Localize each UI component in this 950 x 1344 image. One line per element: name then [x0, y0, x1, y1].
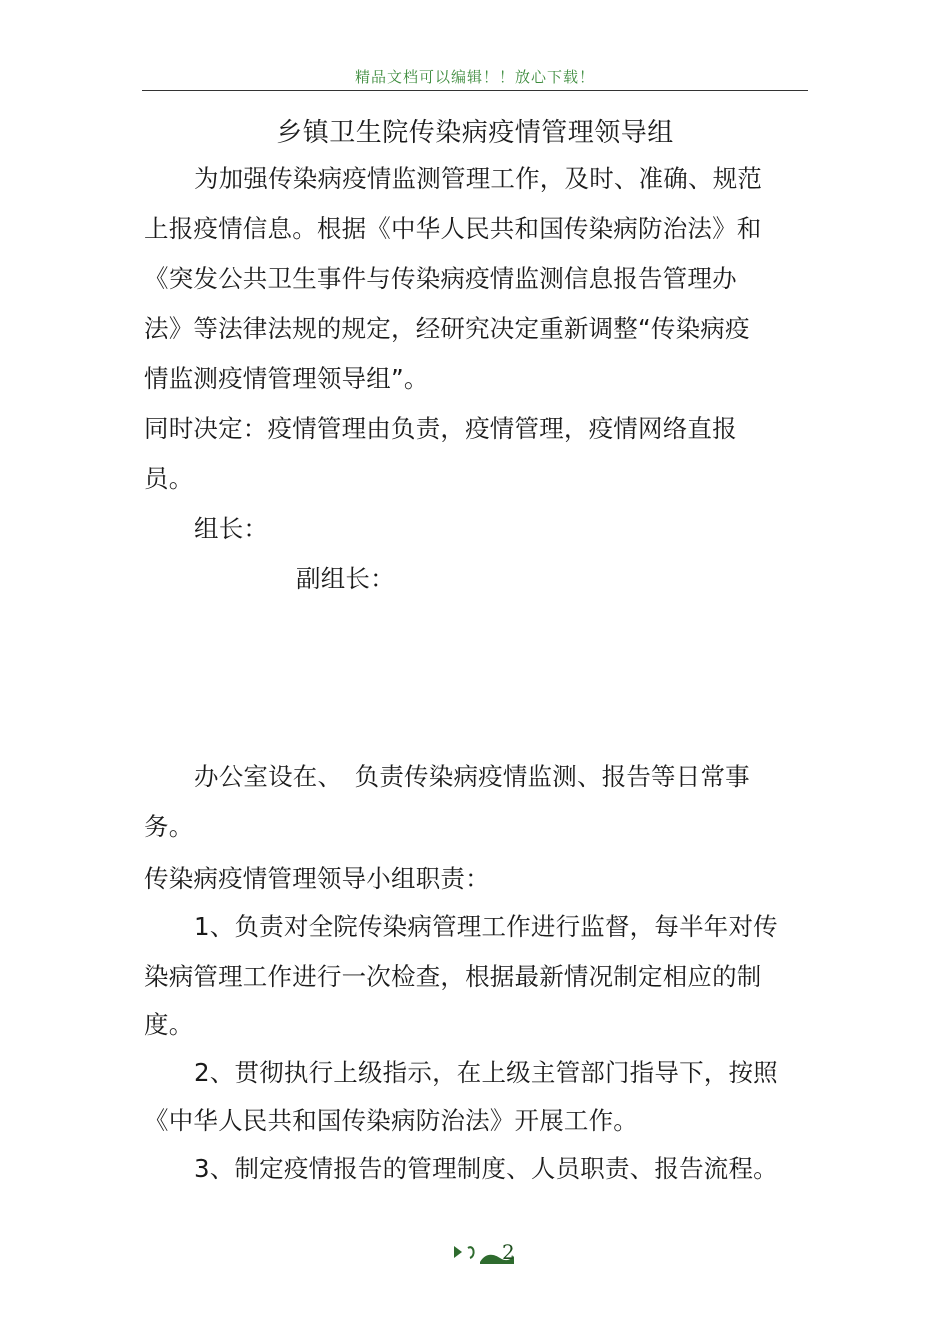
duties-heading: 传染病疫情管理领导小组职责： [144, 864, 490, 893]
page-header-text: 精品文档可以编辑！！放心下载！ [354, 68, 595, 86]
duty-item-1-cont: 染病管理工作进行一次检查，根据最新情况制定相应的制 [144, 962, 762, 991]
paragraph-line: 为加强传染病疫情监测管理工作，及时、准确、规范 [194, 164, 763, 193]
page-number: 2 [502, 1240, 515, 1264]
paragraph-line: 务。 [144, 812, 194, 841]
paragraph-line: 法》等法律法规的规定，经研究决定重新调整“传染病疫 [144, 314, 750, 343]
duty-item-3: 3、制定疫情报告的管理制度、人员职责、报告流程。 [194, 1154, 778, 1183]
document-title: 乡镇卫生院传染病疫情管理领导组 [276, 118, 674, 148]
paragraph-line: 上报疫情信息。根据《中华人民共和国传染病防治法》和 [144, 214, 762, 243]
paragraph-line: 员。 [144, 464, 194, 493]
group-leader-label: 组长： [194, 514, 269, 543]
paragraph-line: 同时决定：疫情管理由负责，疫情管理，疫情网络直报 [144, 414, 737, 443]
duty-item-1: 1、负责对全院传染病管理工作进行监督，每半年对传 [194, 912, 778, 941]
paragraph-line: 办公室设在、 负责传染病疫情监测、报告等日常事 [194, 762, 750, 791]
duty-item-2-cont: 《中华人民共和国传染病防治法》开展工作。 [144, 1106, 638, 1135]
deputy-leader-label: 副组长： [296, 564, 395, 593]
paragraph-line: 《突发公共卫生事件与传染病疫情监测信息报告管理办 [144, 264, 737, 293]
duty-item-2: 2、贯彻执行上级指示，在上级主管部门指导下，按照 [194, 1058, 778, 1087]
duty-item-1-cont: 度。 [144, 1010, 194, 1039]
paragraph-line: 情监测疫情管理领导组”。 [144, 364, 429, 393]
header-divider [142, 90, 808, 91]
